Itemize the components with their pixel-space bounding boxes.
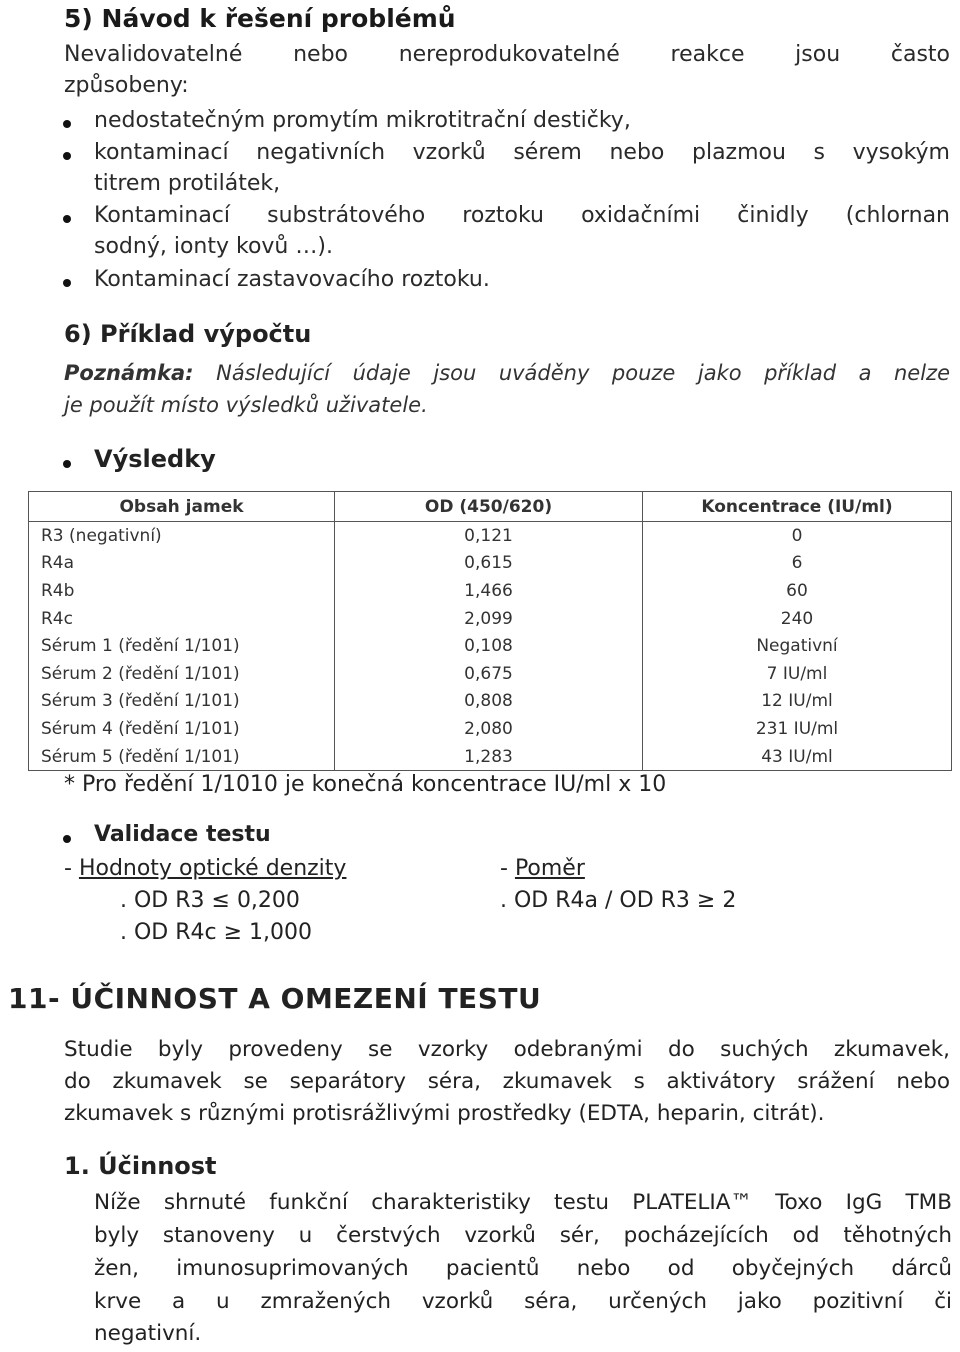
efficacy-line-5: negativní. [94, 1321, 202, 1346]
para-line-1: Studie byly provedeny se vzorky odebranými do suchých zkumavek, [64, 1037, 950, 1062]
para-line-3: zkumavek s různými protisrážlivými prostředky (EDTA, heparin, citrát). [64, 1101, 825, 1126]
criterion-r4c: . OD R4c ≥ 1,000 [120, 920, 313, 945]
cell-od: 0,121 [335, 522, 643, 550]
bullet-dot [63, 215, 71, 223]
bullet-3-line-1: Kontaminací substrátového roztoku oxidačními činidly (chlornan [94, 203, 950, 228]
validation-heading: Validace testu [94, 822, 271, 847]
cell-sample: R4a [29, 550, 335, 578]
table-row [29, 743, 952, 771]
section-11-title: 11- ÚČINNOST A OMEZENÍ TESTU [8, 982, 542, 1015]
bullet-2-line-1: kontaminací negativních vzorků sérem nebo plazmou s vysokým [94, 140, 950, 165]
bullet-1: nedostatečným promytím mikrotitrační destičky, [94, 108, 631, 133]
dash: - [500, 856, 515, 881]
cell-sample: Sérum 4 (ředění 1/101) [29, 715, 335, 743]
cell-concentration: 7 IU/ml [643, 660, 952, 688]
cell-sample: Sérum 1 (ředění 1/101) [29, 632, 335, 660]
cell-sample: Sérum 5 (ředění 1/101) [29, 743, 335, 771]
bullet-3-line-2: sodný, ionty kovů …). [94, 234, 333, 259]
efficacy-line-1: Níže shrnuté funkční charakteristiky testu PLATELIA™ Toxo IgG TMB [94, 1190, 952, 1215]
intro-line-1: Nevalidovatelné nebo nereprodukovatelné reakce jsou často [64, 42, 950, 67]
dash: - [64, 856, 79, 881]
cell-od: 0,615 [335, 550, 643, 578]
cell-sample: Sérum 2 (ředění 1/101) [29, 660, 335, 688]
table-row [29, 632, 952, 660]
table-row [29, 550, 952, 578]
section-6-title: 6) Příklad výpočtu [64, 320, 312, 348]
note-line-2: je použít místo výsledků uživatele. [64, 393, 428, 417]
ratio-title: Poměr [514, 856, 585, 881]
table-row [29, 715, 952, 743]
intro-line-2: způsobeny: [64, 73, 189, 98]
efficacy-line-3: žen, imunosuprimovaných pacientů nebo od obyčejných dárců [94, 1256, 952, 1281]
table-row [29, 577, 952, 605]
cell-concentration: 12 IU/ml [643, 688, 952, 716]
header-od: OD (450/620) [335, 492, 643, 522]
efficacy-line-4: krve a u zmražených vzorků séra, určených jako pozitivní či [94, 1289, 952, 1314]
validation-right-title-line [500, 856, 585, 881]
table-row [29, 605, 952, 633]
bullet-2-line-2: titrem protilátek, [94, 171, 281, 196]
cell-od: 0,675 [335, 660, 643, 688]
note-label: Poznámka: [64, 361, 194, 385]
header-concentration: Koncentrace (IU/ml) [643, 492, 952, 522]
cell-od: 2,080 [335, 715, 643, 743]
note-line-1 [64, 358, 950, 389]
cell-sample: R4c [29, 605, 335, 633]
note-text: Následující údaje jsou uváděny pouze jako příklad a nelze [193, 361, 950, 385]
cell-sample: Sérum 3 (ředění 1/101) [29, 688, 335, 716]
cell-od: 0,808 [335, 688, 643, 716]
table-row [29, 522, 952, 550]
criterion-r3: . OD R3 ≤ 0,200 [120, 888, 300, 913]
cell-od: 2,099 [335, 605, 643, 633]
results-heading: Výsledky [94, 445, 216, 473]
criterion-ratio: . OD R4a / OD R3 ≥ 2 [500, 888, 737, 913]
validation-left-title-line [64, 856, 346, 881]
bullet-dot [63, 120, 71, 128]
optical-density-title: Hodnoty optické denzity [78, 856, 347, 881]
table-row [29, 660, 952, 688]
table-footnote: * Pro ředění 1/1010 je konečná koncentrace IU/ml x 10 [64, 772, 667, 797]
cell-sample: R4b [29, 577, 335, 605]
cell-concentration: 43 IU/ml [643, 743, 952, 771]
header-sample: Obsah jamek [29, 492, 335, 522]
results-table [28, 491, 952, 771]
cell-od: 0,108 [335, 632, 643, 660]
cell-concentration: 231 IU/ml [643, 715, 952, 743]
cell-concentration: 240 [643, 605, 952, 633]
bullet-dot [63, 279, 71, 287]
para-line-2: do zkumavek se separátory séra, zkumavek s aktivátory srážení nebo [64, 1069, 950, 1094]
cell-concentration: 6 [643, 550, 952, 578]
bullet-dot [63, 460, 71, 468]
table-row [29, 688, 952, 716]
section-5-title: 5) Návod k řešení problémů [64, 4, 456, 33]
efficacy-line-2: byly stanoveny u čerstvých vzorků sér, pocházejících od těhotných [94, 1223, 952, 1248]
subsection-efficacy-title: 1. Účinnost [64, 1152, 217, 1180]
bullet-4: Kontaminací zastavovacího roztoku. [94, 267, 490, 292]
cell-od: 1,466 [335, 577, 643, 605]
cell-concentration: 60 [643, 577, 952, 605]
bullet-dot [63, 835, 71, 843]
cell-concentration: Negativní [643, 632, 952, 660]
table-header-row [29, 492, 952, 522]
cell-od: 1,283 [335, 743, 643, 771]
bullet-dot [63, 152, 71, 160]
cell-sample: R3 (negativní) [29, 522, 335, 550]
cell-concentration: 0 [643, 522, 952, 550]
